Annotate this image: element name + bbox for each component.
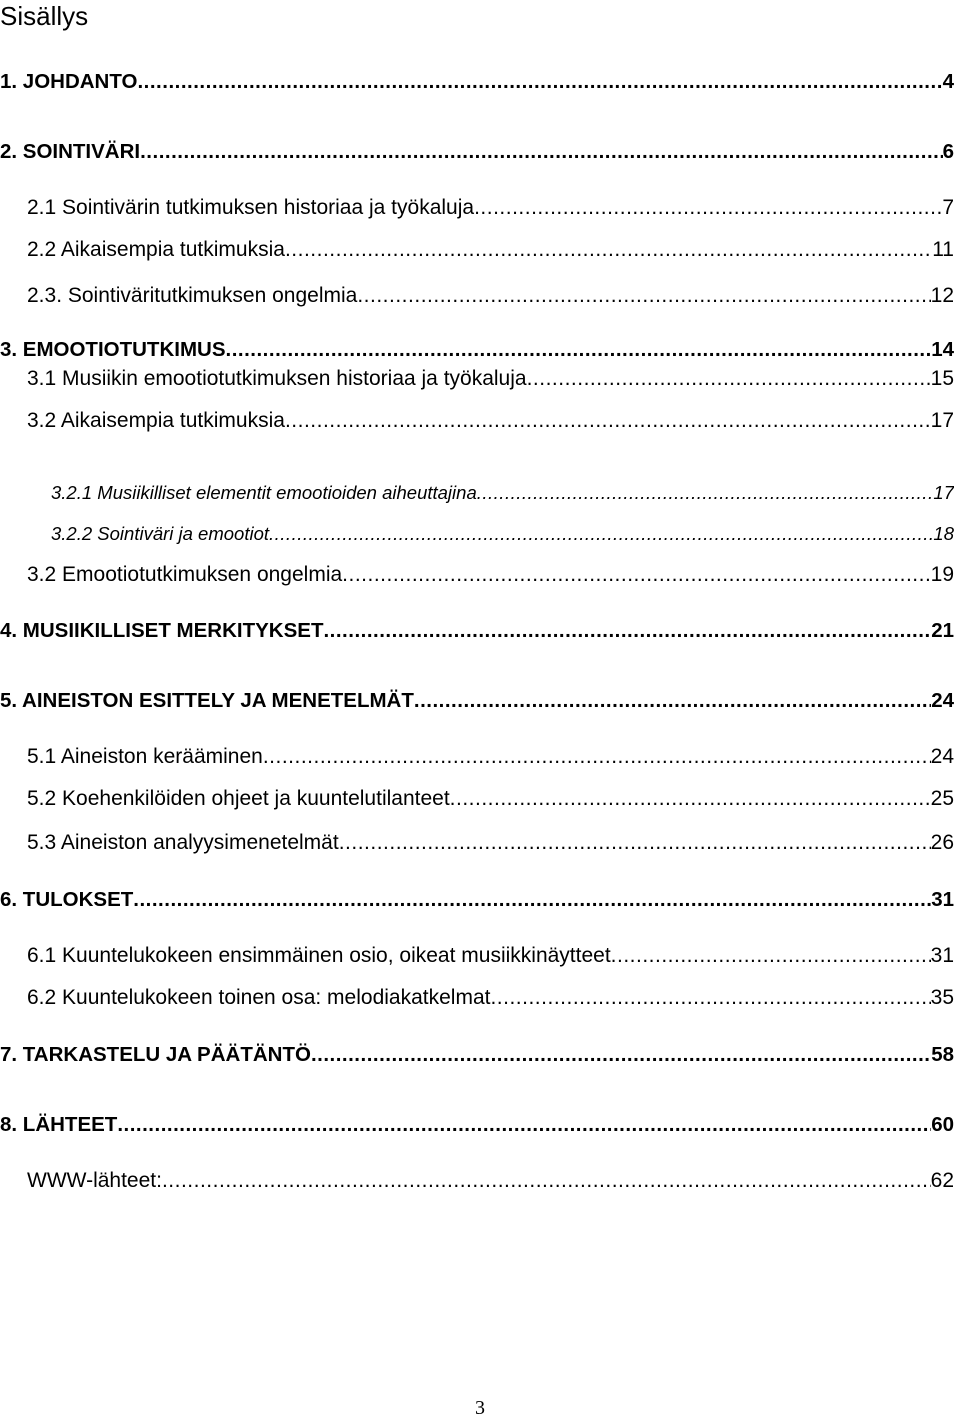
toc-entry-page: 4 bbox=[942, 70, 954, 93]
toc-entry-page: 19 bbox=[930, 563, 954, 586]
toc-entry-label: 3. EMOOTIOTUTKIMUS bbox=[0, 338, 226, 361]
toc-entry-leader bbox=[311, 1040, 931, 1070]
toc-entry-label: 5.3 Aineiston analyysimenetelmät bbox=[27, 831, 339, 854]
toc-entry bbox=[0, 137, 954, 167]
toc-entry-label: 6. TULOKSET bbox=[0, 888, 134, 911]
toc-entry-label: WWW-lähteet: bbox=[27, 1169, 162, 1192]
toc-entry-page: 35 bbox=[930, 986, 954, 1009]
toc-entry bbox=[27, 406, 954, 436]
toc-entry-label: 3.2.1 Musiikilliset elementit emootioiden aiheuttajina bbox=[51, 482, 477, 503]
toc-entry-label: 3.2.2 Sointiväri ja emootiot bbox=[51, 523, 270, 544]
toc-entry-leader bbox=[263, 742, 931, 772]
toc-entry-label: 3.2 Aikaisempia tutkimuksia bbox=[27, 409, 285, 432]
toc-entry-page: 17 bbox=[930, 409, 954, 432]
toc-entry-leader bbox=[474, 193, 942, 223]
toc-entry-leader bbox=[490, 983, 930, 1013]
toc-entry-leader bbox=[323, 616, 931, 646]
toc-entry bbox=[0, 67, 954, 97]
toc-entry bbox=[27, 193, 954, 223]
toc-entry bbox=[27, 364, 954, 394]
toc-entry-leader bbox=[527, 364, 931, 394]
toc-entry-label: 5.2 Koehenkilöiden ohjeet ja kuuntelutilanteet bbox=[27, 787, 450, 810]
toc-entry-page: 31 bbox=[931, 888, 954, 911]
toc-entry-label: 2.1 Sointivärin tutkimuksen historiaa ja työkaluja bbox=[27, 196, 475, 219]
toc-entry-label: 3.2 Emootiotutkimuksen ongelmia bbox=[27, 563, 343, 586]
toc-entry-leader bbox=[117, 1110, 931, 1140]
toc-entry bbox=[27, 1166, 954, 1196]
toc-entry-leader bbox=[269, 519, 933, 549]
toc-entry-label: 8. LÄHTEET bbox=[0, 1113, 118, 1136]
toc-entry bbox=[27, 235, 954, 265]
toc-entry-leader bbox=[162, 1166, 931, 1196]
toc-entry bbox=[27, 983, 954, 1013]
toc-entry-leader bbox=[285, 235, 932, 265]
toc-entry bbox=[27, 742, 954, 772]
toc-entry bbox=[51, 478, 954, 508]
toc-entry-label: 2.3. Sointiväritutkimuksen ongelmia bbox=[27, 284, 358, 307]
toc-entry bbox=[0, 616, 954, 646]
toc-entry-leader bbox=[140, 137, 942, 167]
toc-entry-leader bbox=[357, 281, 930, 311]
toc-entry-page: 60 bbox=[931, 1113, 954, 1136]
toc-entry-page: 18 bbox=[933, 523, 954, 544]
toc-entry-label: 1. JOHDANTO bbox=[0, 70, 138, 93]
toc-entry bbox=[0, 1110, 954, 1140]
toc-entry-leader bbox=[285, 406, 931, 436]
toc-entry-label: 6.2 Kuuntelukokeen toinen osa: melodiakatkelmat bbox=[27, 986, 491, 1009]
toc-entry bbox=[0, 686, 954, 716]
toc-entry-page: 14 bbox=[931, 338, 954, 361]
toc-heading: Sisällys bbox=[0, 1, 89, 31]
toc-entry-page: 11 bbox=[932, 238, 954, 261]
toc-entry-page: 24 bbox=[930, 745, 954, 768]
toc-entry-page: 62 bbox=[930, 1169, 954, 1192]
toc-entry-label: 2. SOINTIVÄRI bbox=[0, 140, 141, 163]
toc-entry bbox=[27, 281, 954, 311]
toc-entry-page: 25 bbox=[930, 787, 954, 810]
toc-entry-label: 5. AINEISTON ESITTELY JA MENETELMÄT bbox=[0, 689, 414, 712]
toc-entry-page: 21 bbox=[931, 619, 954, 642]
toc-entry-label: 7. TARKASTELU JA PÄÄTÄNTÖ bbox=[0, 1043, 311, 1066]
toc-entry-leader bbox=[342, 560, 930, 590]
toc-entry bbox=[27, 784, 954, 814]
toc-entry-page: 7 bbox=[942, 196, 954, 219]
toc-entry-leader bbox=[226, 335, 932, 365]
toc-entry-leader bbox=[137, 67, 942, 97]
toc-entry bbox=[27, 941, 954, 971]
toc-entry-page: 6 bbox=[942, 140, 954, 163]
page-number: 3 bbox=[475, 1397, 485, 1419]
toc-entry-leader bbox=[477, 478, 934, 508]
toc-entry bbox=[0, 885, 954, 915]
toc-entry-page: 58 bbox=[931, 1043, 954, 1066]
toc-entry-leader bbox=[133, 885, 931, 915]
toc-entry-label: 5.1 Aineiston kerääminen bbox=[27, 745, 263, 768]
toc-entry-label: 6.1 Kuuntelukokeen ensimmäinen osio, oikeat musiikkinäytteet bbox=[27, 944, 611, 967]
toc-entry bbox=[51, 519, 954, 549]
toc-entry-page: 15 bbox=[930, 367, 954, 390]
toc-entry-label: 2.2 Aikaisempia tutkimuksia bbox=[27, 238, 285, 261]
toc-entry bbox=[27, 828, 954, 858]
toc-entry-page: 26 bbox=[930, 831, 954, 854]
toc-entry-leader bbox=[450, 784, 931, 814]
toc-entry bbox=[0, 1040, 954, 1070]
toc-entry-label: 3.1 Musiikin emootiotutkimuksen historiaa ja työkaluja bbox=[27, 367, 527, 390]
toc-entry bbox=[27, 560, 954, 590]
toc-entry-leader bbox=[339, 828, 931, 858]
toc-entry bbox=[0, 335, 954, 365]
toc-entry-page: 17 bbox=[933, 482, 954, 503]
toc-entry-leader bbox=[611, 941, 931, 971]
toc-entry-page: 12 bbox=[930, 284, 954, 307]
toc-entry-page: 24 bbox=[931, 689, 954, 712]
toc-entry-label: 4. MUSIIKILLISET MERKITYKSET bbox=[0, 619, 324, 642]
toc-entry-page: 31 bbox=[930, 944, 954, 967]
toc-entry-leader bbox=[414, 686, 931, 716]
